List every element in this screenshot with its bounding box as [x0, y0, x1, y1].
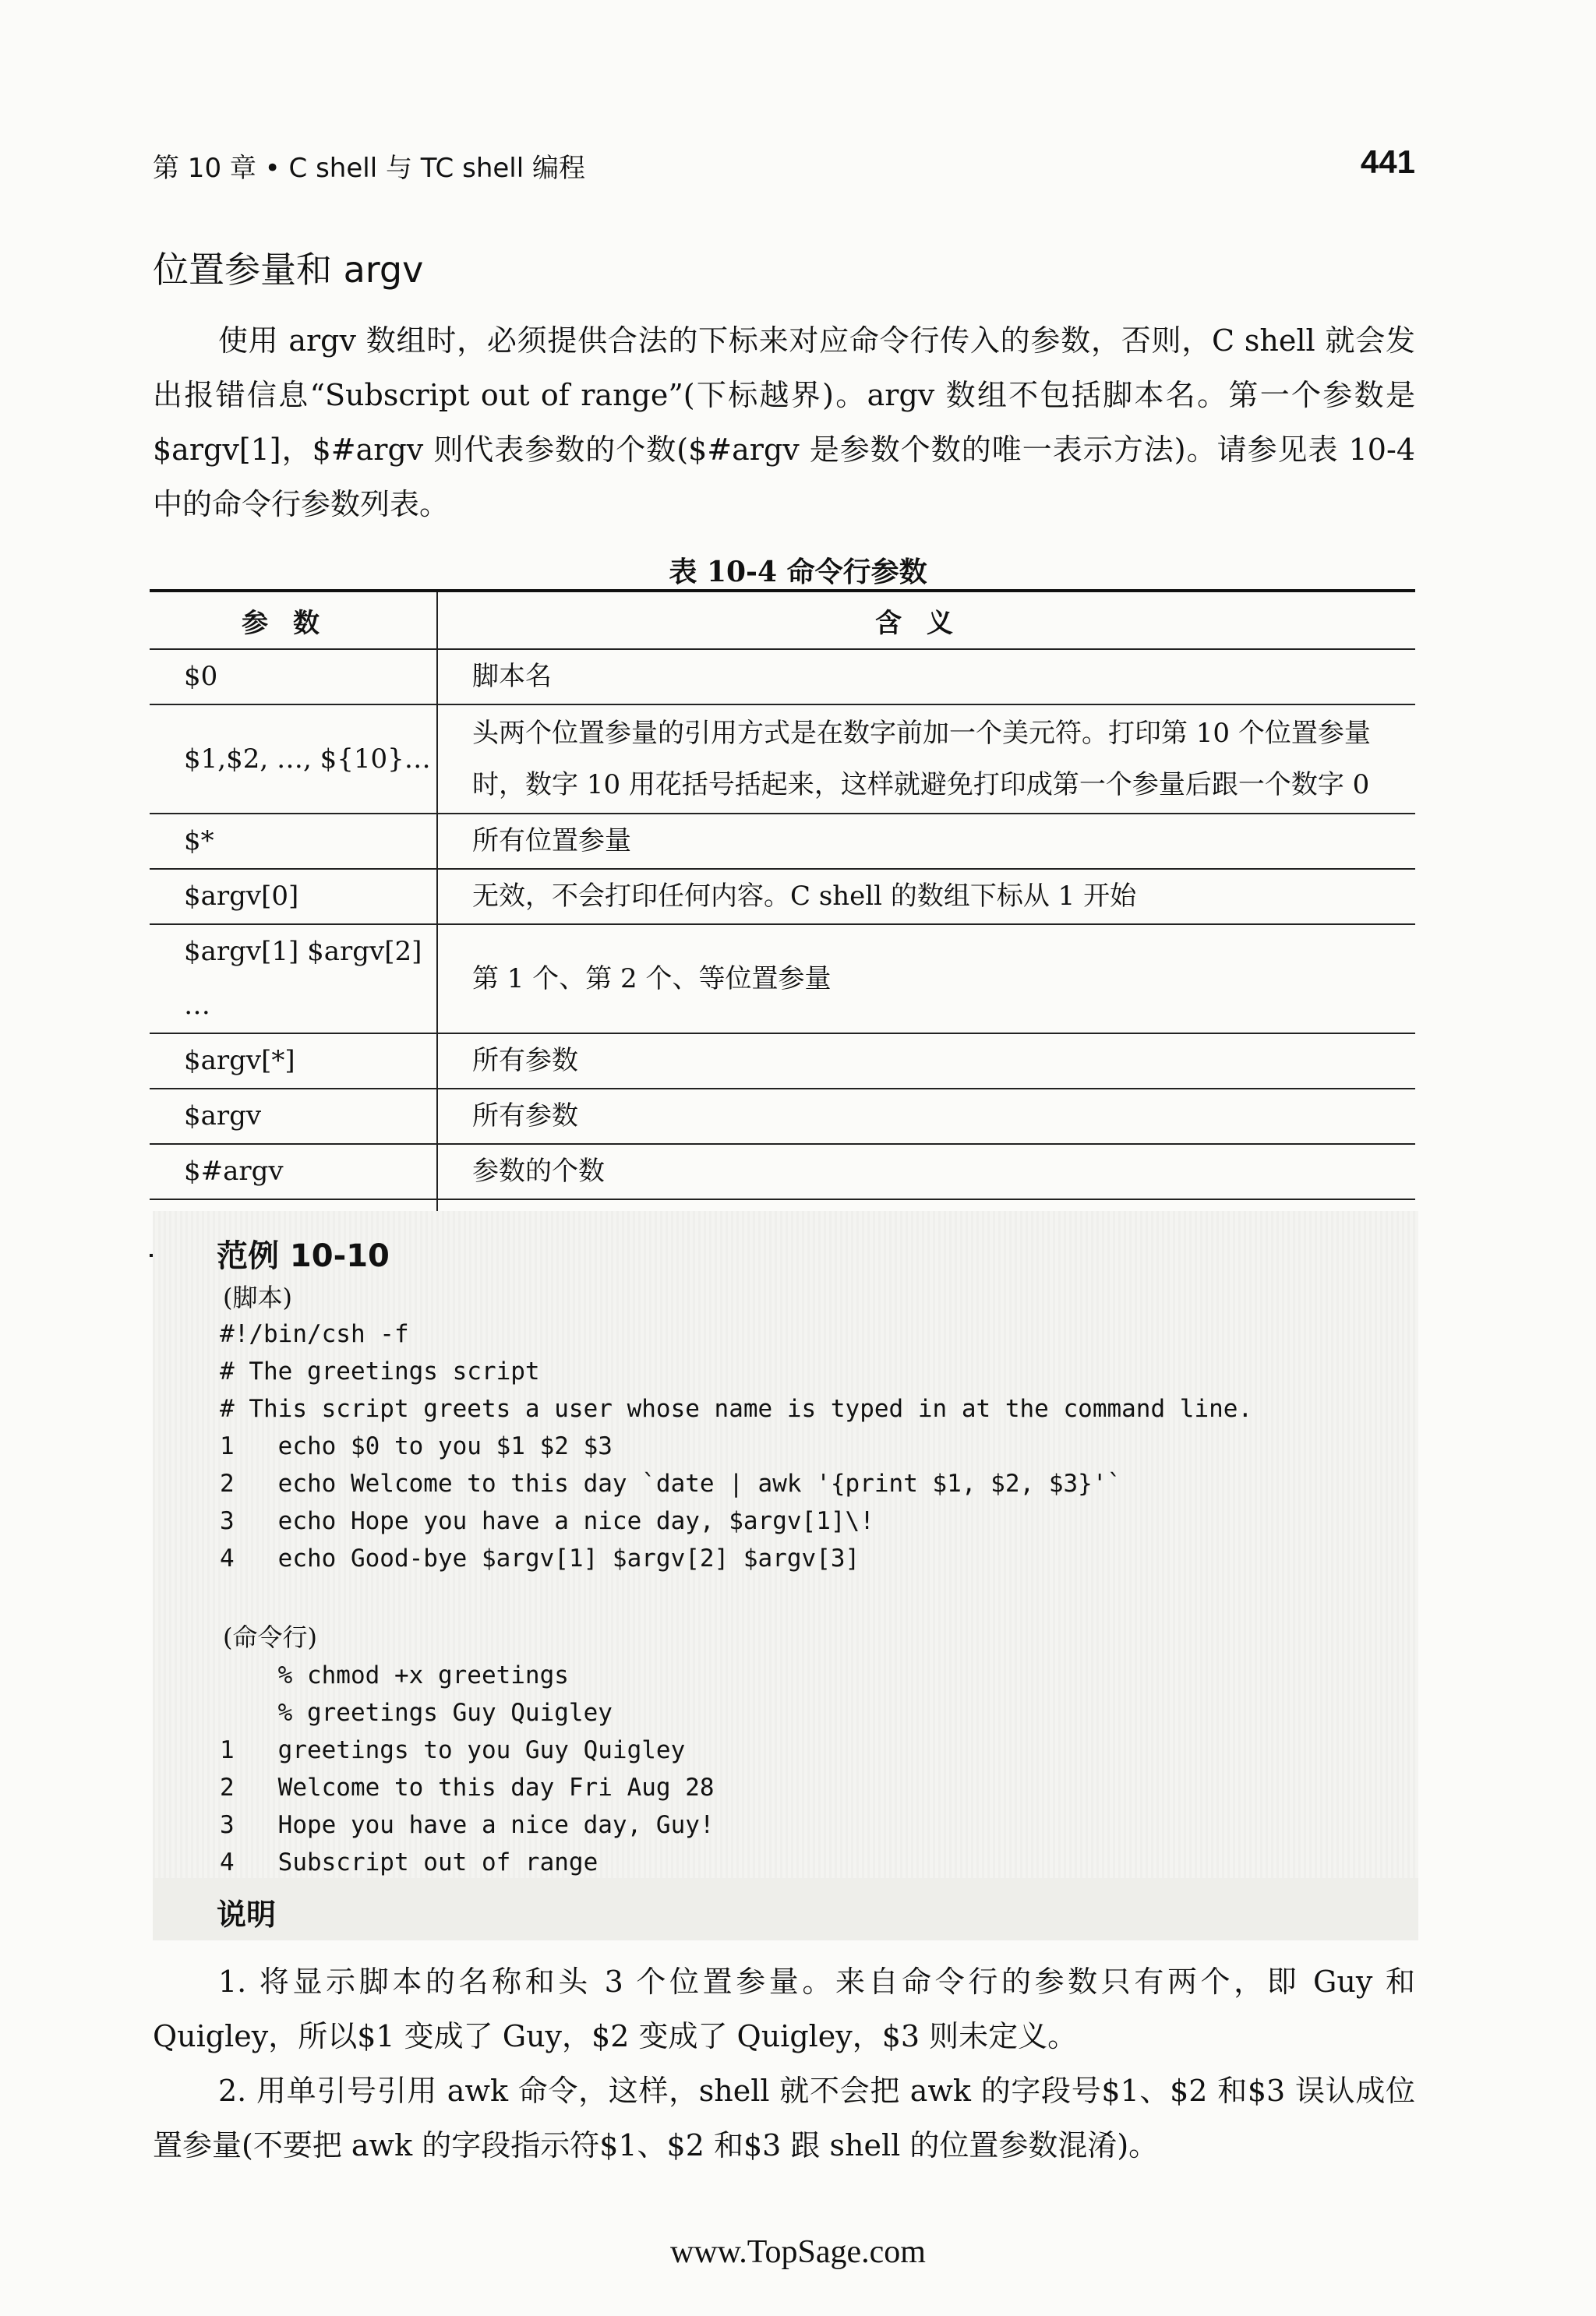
output-line: 1 greetings to you Guy Quigley — [220, 1736, 686, 1764]
example-title: 范例 10-10 — [217, 1238, 390, 1274]
command-line: % greetings Guy Quigley — [220, 1699, 613, 1727]
table-cell-meaning: 第 1 个、第 2 个、等位置参量 — [437, 924, 1415, 1033]
table-cell-param: $0 — [150, 649, 437, 704]
table-row — [150, 1033, 1415, 1089]
table-cell-meaning: 所有参数 — [437, 1089, 1415, 1144]
table-cell-meaning: 无效，不会打印任何内容。C shell 的数组下标从 1 开始 — [437, 869, 1415, 924]
code-line: 4 echo Good-bye $argv[1] $argv[2] $argv[3] — [220, 1545, 860, 1573]
code-line: #!/bin/csh -f — [220, 1320, 409, 1348]
table-cell-meaning: 所有位置参量 — [437, 814, 1415, 869]
code-line: 2 echo Welcome to this day `date | awk '{print $1, $2, $3}'` — [220, 1470, 1122, 1498]
table-cell-param: $#argv — [150, 1144, 437, 1199]
table-row — [150, 1144, 1415, 1199]
table-cell-param: $argv[0] — [150, 869, 437, 924]
notes-heading-band — [153, 1878, 1418, 1940]
code-line: 3 echo Hope you have a nice day, $argv[1]\! — [220, 1507, 874, 1535]
table-cell-meaning: 参数的个数 — [437, 1144, 1415, 1199]
table-row — [150, 649, 1415, 704]
script-label: (脚本) — [223, 1283, 292, 1312]
table-row — [150, 924, 1415, 1033]
parameter-table — [150, 589, 1415, 1257]
table-cell-param: $argv[*] — [150, 1033, 437, 1089]
table-cell-meaning: 所有参数 — [437, 1033, 1415, 1089]
table-row — [150, 704, 1415, 814]
note-item: 2. 用单引号引用 awk 命令，这样，shell 就不会把 awk 的字段号$1、$2 和$3 误认成位置参量(不要把 awk 的字段指示符$1、$2 和$3 跟 shell 的位置参数混淆)。 — [153, 2074, 1415, 2162]
code-comment-line: # The greetings script — [220, 1357, 540, 1386]
table-row — [150, 869, 1415, 924]
code-comment-line: # This script greets a user whose name is typed in at the command line. — [220, 1395, 1253, 1423]
note-item: 1. 将显示脚本的名称和头 3 个位置参量。来自命令行的参数只有两个，即 Guy 和 Quigley，所以$1 变成了 Guy，$2 变成了 Quigley，$3 则未定义。 — [153, 1965, 1415, 2053]
table-cell-meaning: 头两个位置参量的引用方式是在数字前加一个美元符。打印第 10 个位置参量时，数字 10 用花括号括起来，这样就避免打印成第一个参量后跟一个数字 0 — [437, 704, 1415, 814]
table-cell-param: $argv — [150, 1089, 437, 1144]
intro-paragraph: 使用 argv 数组时，必须提供合法的下标来对应命令行传入的参数，否则，C shell 就会发出报错信息“Subscript out of range”(下标越界)。argv 数组不包括脚本名。第一个参数是 $argv[1]，$#argv 则代表参数的个数($#argv 是参数个数的唯一表示方法)。请参见表 10-4 中的命令行参数列表。 — [153, 323, 1415, 521]
output-line: 2 Welcome to this day Fri Aug 28 — [220, 1774, 715, 1802]
notes-title: 说明 — [217, 1898, 277, 1932]
table-caption: 表 10-4 命令行参数 — [669, 556, 927, 588]
table-header-meaning: 含义 — [437, 591, 1415, 649]
table-header-param: 参数 — [150, 591, 437, 649]
command-label: (命令行) — [223, 1622, 317, 1652]
page-number: 441 — [1360, 143, 1415, 180]
page-header — [153, 143, 1415, 190]
section-title: 位置参量和 argv — [153, 249, 424, 291]
table-header-row — [150, 591, 1415, 649]
code-line: 1 echo $0 to you $1 $2 $3 — [220, 1432, 613, 1460]
table-cell-meaning: 脚本名 — [437, 649, 1415, 704]
table-cell-param: $1,$2, …, ${10}… — [150, 704, 437, 814]
chapter-title: 第 10 章 • C shell 与 TC shell 编程 — [153, 153, 585, 184]
footer-url: www.TopSage.com — [670, 2234, 926, 2270]
example-box — [153, 1211, 1418, 1897]
table-row — [150, 1089, 1415, 1144]
output-line: 4 Subscript out of range — [220, 1848, 598, 1876]
command-line: % chmod +x greetings — [220, 1661, 569, 1689]
table-row — [150, 814, 1415, 869]
notes-body — [153, 1954, 1415, 2173]
table-cell-param: $argv[1] $argv[2] … — [150, 924, 437, 1033]
output-line: 3 Hope you have a nice day, Guy! — [220, 1811, 715, 1839]
table-cell-param: $* — [150, 814, 437, 869]
